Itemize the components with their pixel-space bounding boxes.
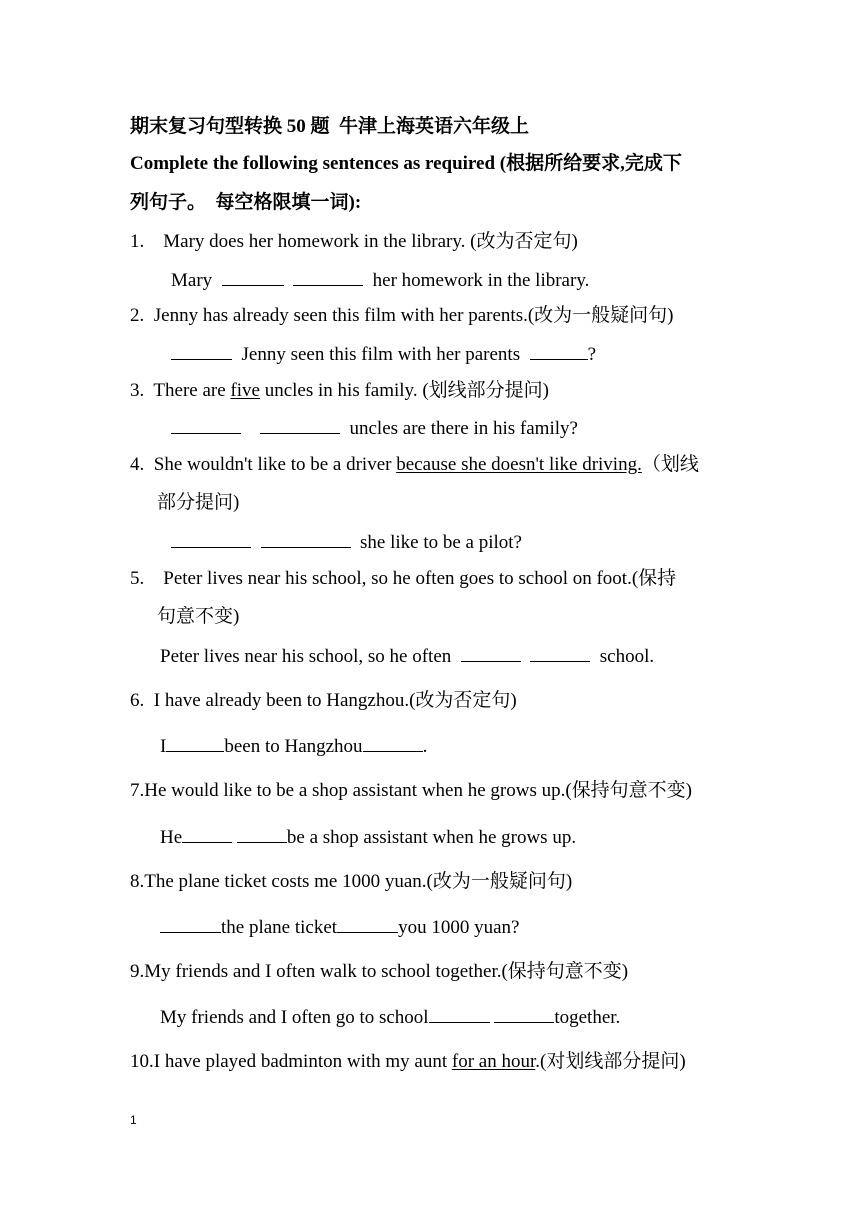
answer-text: My friends and I often go to school (160, 1007, 429, 1028)
answer-blank[interactable] (222, 269, 284, 286)
question-number: 1. (130, 231, 145, 252)
answer-blank[interactable] (530, 645, 590, 662)
answer-line-3 (171, 417, 578, 441)
answer-text: her homework in the library. (372, 270, 590, 291)
answer-line-7 (160, 826, 576, 850)
answer-text: ? (587, 344, 597, 365)
question-4-continued: 部分提问) (157, 492, 240, 513)
answer-text: He (160, 827, 183, 848)
underlined-part: five (230, 380, 260, 401)
question-text: There are (153, 380, 231, 401)
answer-blank[interactable] (166, 735, 224, 752)
answer-blank[interactable] (237, 826, 287, 843)
question-9 (130, 961, 628, 984)
answer-text: uncles are there in his family? (349, 418, 578, 439)
answer-blank[interactable] (260, 417, 340, 434)
question-text: She wouldn't like to be a driver (153, 454, 397, 475)
question-4 (130, 454, 699, 477)
answer-text: been to Hangzhou (224, 736, 363, 757)
answer-text: Mary (171, 270, 213, 291)
page-number: 1 (130, 1113, 137, 1127)
question-5 (130, 568, 676, 591)
question-number: 5. (130, 568, 145, 589)
question-10 (130, 1051, 686, 1074)
question-text: （划线 (641, 454, 699, 475)
instructions-line-2: 列句子。 每空格限填一词): (130, 192, 362, 213)
question-5-continued: 句意不变) (157, 606, 240, 627)
answer-line-6 (160, 735, 427, 759)
answer-line-4 (171, 531, 522, 555)
answer-blank[interactable] (182, 826, 232, 843)
question-8 (130, 871, 572, 894)
question-1 (130, 231, 578, 254)
answer-text: the plane ticket (221, 917, 338, 938)
underlined-part: because she doesn't like driving. (396, 454, 642, 475)
answer-text: Peter lives near his school, so he often (160, 646, 452, 667)
document-title: 期末复习句型转换 50 题 牛津上海英语六年级上 (130, 116, 530, 137)
answer-text: she like to be a pilot? (360, 532, 522, 553)
question-text: My friends and I often walk to school together.(保持句意不变) (144, 961, 629, 982)
question-number: 8. (130, 871, 145, 892)
question-text: Peter lives near his school, so he often goes to school on foot.(保持 (163, 568, 677, 589)
answer-line-5 (160, 645, 654, 669)
answer-blank[interactable] (461, 645, 521, 662)
question-3 (130, 380, 549, 403)
question-number: 10. (130, 1051, 154, 1072)
answer-text: you 1000 yuan? (398, 917, 520, 938)
question-number: 9. (130, 961, 145, 982)
answer-blank[interactable] (171, 417, 241, 434)
question-2 (130, 305, 674, 328)
instructions-line-1: Complete the following sentences as required (根据所给要求,完成下 (130, 153, 682, 174)
question-text: He would like to be a shop assistant when he grows up.(保持句意不变) (144, 780, 693, 801)
answer-text: I (160, 736, 167, 757)
answer-blank[interactable] (494, 1006, 554, 1023)
question-number: 4. (130, 454, 145, 475)
answer-blank[interactable] (293, 269, 363, 286)
answer-text: be a shop assistant when he grows up. (286, 827, 577, 848)
answer-blank[interactable] (429, 1006, 490, 1023)
answer-line-9 (160, 1006, 620, 1030)
answer-blank[interactable] (171, 343, 232, 360)
answer-text: together. (554, 1007, 621, 1028)
question-text: .(对划线部分提问) (535, 1051, 686, 1072)
answer-blank[interactable] (261, 531, 351, 548)
question-number: 6. (130, 690, 145, 711)
answer-blank[interactable] (171, 531, 251, 548)
answer-line-1 (171, 269, 589, 293)
question-text: uncles in his family. (划线部分提问) (259, 380, 549, 401)
question-text: Jenny has already seen this film with her parents.(改为一般疑问句) (153, 305, 674, 326)
question-text: The plane ticket costs me 1000 yuan.(改为一般疑问句) (144, 871, 573, 892)
answer-blank[interactable] (530, 343, 588, 360)
answer-text: Jenny seen this film with her parents (241, 344, 521, 365)
answer-line-8 (160, 916, 519, 940)
answer-text: . (422, 736, 428, 757)
answer-blank[interactable] (337, 916, 398, 933)
question-text: I have already been to Hangzhou.(改为否定句) (153, 690, 517, 711)
underlined-part: for an hour (451, 1051, 536, 1072)
question-text: Mary does her homework in the library. (改为否定句) (163, 231, 578, 252)
answer-text: school. (599, 646, 655, 667)
question-7 (130, 780, 692, 803)
question-number: 3. (130, 380, 145, 401)
answer-line-2 (171, 343, 596, 367)
question-number: 2. (130, 305, 145, 326)
question-number: 7. (130, 780, 145, 801)
answer-blank[interactable] (363, 735, 423, 752)
question-6 (130, 690, 517, 713)
question-text: I have played badminton with my aunt (153, 1051, 452, 1072)
answer-blank[interactable] (160, 916, 221, 933)
